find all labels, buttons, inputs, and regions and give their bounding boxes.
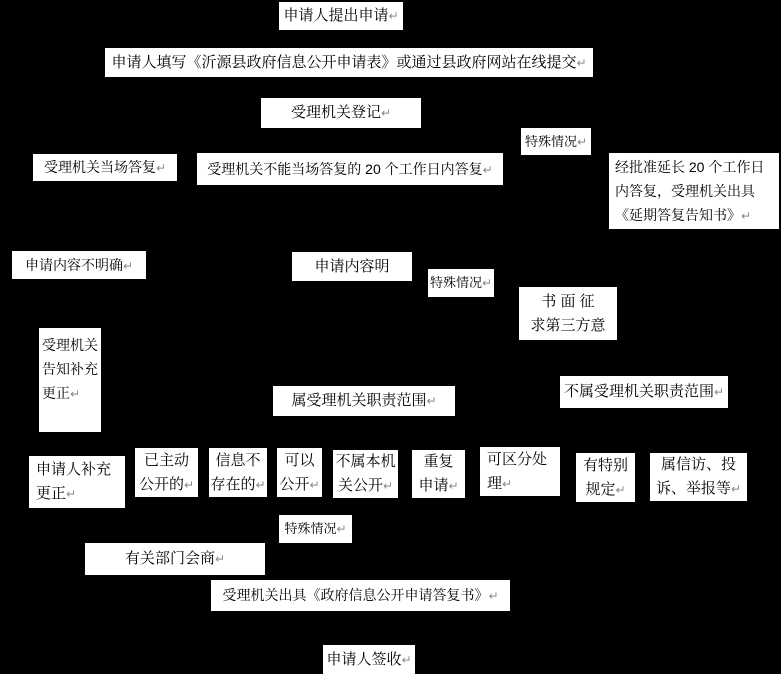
box-text-line: 《延期答复告知书》↵	[615, 206, 752, 223]
box-text-line: 求第三方意	[530, 316, 606, 334]
box-text-line: 存在的↵	[210, 475, 266, 493]
return-mark-icon: ↵	[448, 479, 459, 493]
flow-box-fill-form	[105, 48, 593, 77]
box-text-line: 告知补充	[42, 361, 98, 377]
return-mark-icon: ↵	[183, 477, 195, 492]
flow-box-notify-supplement	[39, 328, 101, 432]
flow-box-third-party	[519, 287, 617, 340]
return-mark-icon: ↵	[401, 652, 412, 667]
box-text-line: 受理机关登记↵	[290, 104, 392, 121]
return-mark-icon: ↵	[388, 9, 399, 23]
return-mark-icon: ↵	[70, 387, 81, 401]
box-text-line: 申请内容不明确↵	[24, 256, 134, 273]
box-text-line: 重复	[423, 453, 454, 470]
box-text-line: 公开的↵	[138, 475, 195, 493]
flow-box-outside-scope	[560, 376, 728, 408]
return-mark-icon: ↵	[66, 487, 77, 501]
box-text-line: 申请内容明	[314, 257, 390, 275]
flow-box-content-clear	[292, 252, 412, 281]
box-text-line: 申请↵	[418, 477, 459, 494]
return-mark-icon: ↵	[336, 522, 347, 536]
flow-box-special-case-2	[428, 269, 494, 297]
box-text-line: 受理机关出具《政府信息公开申请答复书》↵	[222, 587, 499, 603]
return-mark-icon: ↵	[713, 385, 725, 399]
box-text-line: 经批准延长 20 个工作日	[615, 158, 765, 175]
return-mark-icon: ↵	[576, 55, 587, 70]
flow-box-applicant-submits	[279, 2, 403, 30]
box-text-line: 诉、举报等↵	[655, 480, 742, 497]
flow-box-can-public	[277, 448, 322, 497]
flow-box-repeat-apply	[412, 450, 465, 498]
box-text-line: 申请人补充	[36, 461, 112, 478]
box-text-line: 申请人签收↵	[326, 650, 412, 668]
box-text-line: 特殊情况↵	[524, 133, 588, 149]
flow-box-register	[261, 98, 421, 128]
box-text-line: 已主动	[143, 451, 189, 469]
flow-box-special-case-1	[521, 128, 591, 155]
return-mark-icon: ↵	[488, 589, 499, 603]
box-text-line: 属信访、投	[660, 456, 736, 473]
flow-box-dept-consult	[85, 543, 265, 575]
return-mark-icon: ↵	[155, 161, 167, 175]
flow-box-applicant-supplement	[29, 456, 125, 508]
return-mark-icon: ↵	[214, 552, 226, 566]
box-text-line: 有关部门会商↵	[124, 550, 226, 567]
box-text-line: 规定↵	[585, 480, 626, 498]
box-text-line: 关公开↵	[337, 477, 394, 494]
box-text-line: 可区分处	[487, 450, 548, 468]
box-text-line: 申请人提出申请↵	[283, 7, 399, 24]
box-text-line: 受理机关不能当场答复的 20 个工作日内答复↵	[207, 160, 493, 177]
return-mark-icon: ↵	[426, 394, 437, 408]
return-mark-icon: ↵	[255, 477, 266, 492]
flow-box-special-rule	[576, 453, 635, 502]
flow-box-onsite-reply	[33, 154, 177, 181]
flow-box-reply-20-days	[197, 153, 503, 185]
box-text-line: 公开↵	[279, 475, 320, 493]
box-text-line: 不属受理机关职责范围↵	[563, 383, 725, 400]
return-mark-icon: ↵	[122, 258, 134, 273]
return-mark-icon: ↵	[576, 134, 588, 149]
box-text-line: 特殊情况↵	[429, 275, 493, 290]
return-mark-icon: ↵	[481, 276, 493, 290]
box-text-line: 受理机关当场答复↵	[43, 159, 167, 175]
flow-box-special-case-3	[279, 515, 352, 543]
return-mark-icon: ↵	[380, 106, 392, 120]
return-mark-icon: ↵	[615, 482, 626, 497]
return-mark-icon: ↵	[730, 482, 742, 496]
box-text-line: 信息不	[215, 451, 261, 469]
box-text-line: 内答复，受理机关出具	[615, 182, 755, 199]
flow-box-not-this-organ	[333, 450, 398, 498]
box-text-line: 不属本机	[335, 453, 396, 470]
flow-box-not-exist	[209, 448, 267, 497]
flow-box-applicant-sign	[323, 645, 415, 674]
box-text-line: 特殊情况↵	[284, 521, 347, 536]
flow-box-separable	[480, 447, 560, 496]
flow-box-within-scope	[273, 386, 455, 416]
flow-box-content-unclear	[12, 251, 146, 279]
flow-box-petition	[650, 453, 747, 501]
return-mark-icon: ↵	[482, 162, 493, 177]
return-mark-icon: ↵	[309, 477, 320, 492]
flow-box-already-public	[135, 448, 198, 497]
box-text-line: 更正↵	[36, 485, 77, 502]
flow-box-extension	[609, 153, 779, 229]
return-mark-icon: ↵	[382, 479, 394, 493]
return-mark-icon: ↵	[741, 208, 752, 223]
box-text-line: 更正↵	[42, 385, 81, 401]
box-text-line: 申请人填写《沂源县政府信息公开申请表》或通过县政府网站在线提交↵	[111, 53, 587, 71]
box-text-line: 书 面 征	[541, 292, 595, 310]
box-text-line: 可以	[284, 451, 315, 469]
flow-box-reply-document	[211, 580, 510, 611]
box-text-line: 理↵	[487, 474, 513, 492]
box-text-line: 属受理机关职责范围↵	[291, 392, 437, 409]
box-text-line: 受理机关	[42, 337, 98, 353]
return-mark-icon: ↵	[502, 476, 513, 491]
box-text-line: 有特别	[582, 456, 628, 474]
